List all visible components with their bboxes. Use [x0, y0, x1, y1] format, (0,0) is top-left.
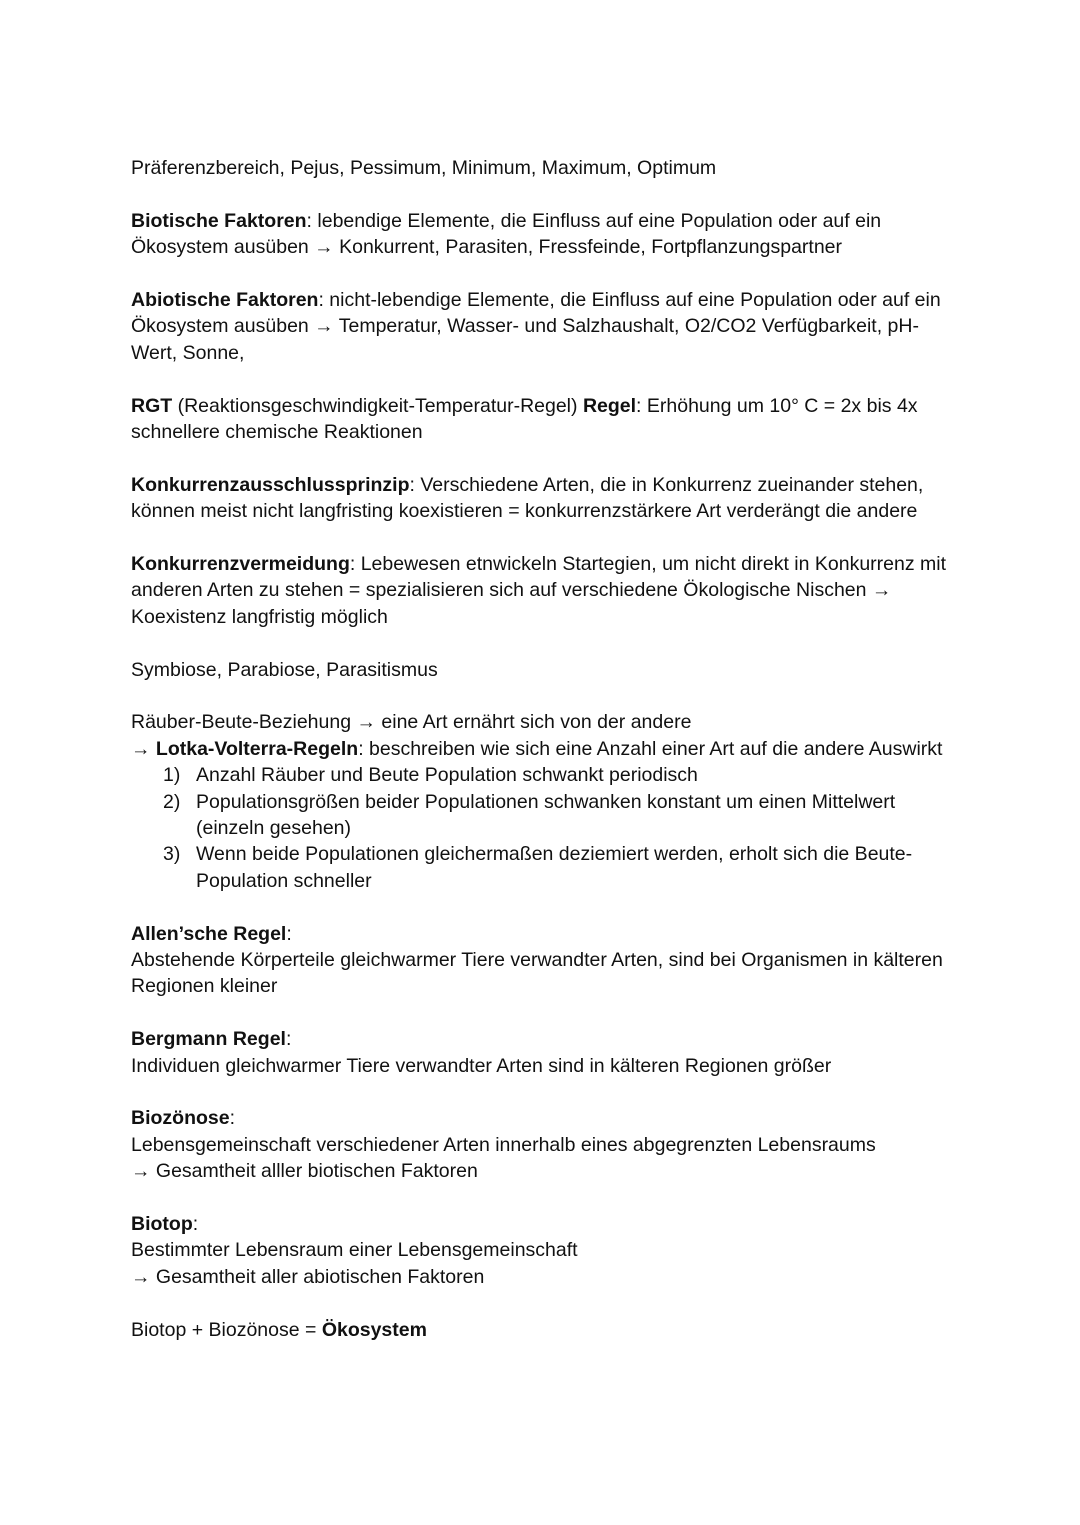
allen-rule-definition: Abstehende Körperteile gleichwarmer Tiere verwandter Arten, sind bei Organismen in kälteren Regionen kleiner [131, 949, 943, 998]
competitive-exclusion-definition: Verschiedene Arten, die in Konkurrenz zueinander stehen, können meist nicht langfristing koexistieren = konkurrenzstärkere Art verderängt die andere [131, 473, 924, 523]
abiotic-factors-definition: nicht-lebendige Elemente, die Einfluss auf eine Population oder auf ein Ökosystem ausüben → Temperatur, Wasser- und Salzhaushalt, O2/CO2 Verfügbarkeit, pH-Wert, Sonne, [131, 289, 941, 364]
biotope-term: Biotop [131, 1213, 193, 1236]
biotic-factors-term: Biotische Faktoren [131, 209, 307, 232]
rgt-term: RGT [131, 394, 173, 417]
allen-rule-section: Allen’sche Regel: Abstehende Körperteile gleichwarmer Tiere verwandter Arten, sind bei Organismen in kälteren Regionen kleiner [131, 921, 951, 1000]
predator-prey-section [131, 709, 951, 894]
rgt-rule-definition: Erhöhung um 10° C = 2x bis 4x schnellere chemische Reaktionen [131, 394, 918, 444]
abiotic-factors-paragraph: Abiotische Faktoren: nicht-lebendige Elemente, die Einfluss auf eine Population oder auf ein Ökosystem ausüben → Temperatur, Wasser- und Salzhaushalt, O2/CO2 Verfügbarkeit, pH-Wert, Sonne, [131, 289, 941, 364]
list-item: 1) Anzahl Räuber und Beute Population schwankt periodisch [163, 764, 698, 787]
competition-avoidance-term: Konkurrenzvermeidung [131, 553, 350, 576]
biotope-note: → Gesamtheit aller abiotischen Faktoren [131, 1265, 485, 1288]
biocoenosis-term: Biozönose [131, 1107, 230, 1130]
ecosystem-term: Ökosystem [321, 1318, 427, 1341]
competitive-exclusion-paragraph: Konkurrenzausschlussprinzip: Verschiedene Arten, die in Konkurrenz zueinander stehen, können meist nicht langfristing koexistieren = konkurrenzstärkere Art verderängt die andere [131, 473, 924, 523]
document-page [131, 155, 951, 1343]
bergmann-rule-definition: Individuen gleichwarmer Tiere verwandter Arten sind in kälteren Regionen größer [131, 1054, 832, 1077]
biotic-factors-paragraph: Biotische Faktoren: lebendige Elemente, die Einfluss auf eine Population oder auf ein Ökosystem ausüben → Konkurrent, Parasiten, Fressfeinde, Fortpflanzungspartner [131, 209, 882, 259]
competition-avoidance-definition: Lebewesen etnwickeln Startegien, um nicht direkt in Konkurrenz mit anderen Arten zu stehen = spezialisieren sich auf verschiedene Ökologische Nischen → Koexistenz langfristig möglich [131, 553, 947, 628]
list-item: 2) Populationsgrößen beider Populationen schwanken konstant um einen Mittelwert (einzeln gesehen) [163, 790, 896, 840]
bergmann-rule-term: Bergmann Regel [131, 1028, 286, 1051]
abiotic-factors-term: Abiotische Faktoren [131, 289, 319, 311]
biotic-factors-definition: lebendige Elemente, die Einfluss auf eine Population oder auf ein Ökosystem ausüben → Konkurrent, Parasiten, Fressfeinde, Fortpflanzungspartner [131, 209, 882, 259]
relations-line: Symbiose, Parabiose, Parasitismus [131, 658, 438, 681]
lotka-volterra-term: Lotka-Volterra-Regeln [155, 737, 359, 760]
predator-prey-line: Räuber-Beute-Beziehung → eine Art ernährt sich von der andere [131, 711, 692, 734]
allen-rule-term: Allen’sche Regel [131, 922, 287, 945]
competition-avoidance-paragraph: Konkurrenzvermeidung: Lebewesen etnwickeln Startegien, um nicht direkt in Konkurrenz mit anderen Arten zu stehen = spezialisieren sich auf verschiedene Ökologische Nischen → Koexistenz langfristig möglich [131, 553, 947, 628]
biotope-definition: Bestimmter Lebensraum einer Lebensgemeinschaft [131, 1239, 578, 1262]
bergmann-rule-section: Bergmann Regel: Individuen gleichwarmer Tiere verwandter Arten sind in kälteren Regionen größer [131, 1026, 951, 1079]
biocoenosis-section: Biozönose: Lebensgemeinschaft verschiedener Arten innerhalb eines abgegrenzten Lebensraums → Gesamtheit alller biotischen Faktoren [131, 1105, 951, 1184]
lotka-volterra-rules-list [131, 762, 951, 894]
rgt-rule-paragraph: RGT (Reaktionsgeschwindigkeit-Temperatur-Regel) Regel: Erhöhung um 10° C = 2x bis 4x schnellere chemische Reaktionen [131, 394, 918, 444]
biocoenosis-note: → Gesamtheit alller biotischen Faktoren [131, 1160, 478, 1183]
list-item: 3) Wenn beide Populationen gleichermaßen deziemiert werden, erholt sich die Beute-Population schneller [163, 843, 913, 892]
biocoenosis-definition: Lebensgemeinschaft verschiedener Arten innerhalb eines abgegrenzten Lebensraums [131, 1133, 876, 1156]
intro-line: Präferenzbereich, Pejus, Pessimum, Minimum, Maximum, Optimum [131, 157, 717, 179]
competitive-exclusion-term: Konkurrenzausschlussprinzip [131, 473, 410, 496]
lotka-volterra-definition: beschreiben wie sich eine Anzahl einer Art auf die andere Auswirkt [363, 737, 943, 760]
lotka-volterra-line: → Lotka-Volterra-Regeln: beschreiben wie sich eine Anzahl einer Art auf die andere Auswirkt [131, 737, 943, 760]
biotope-section: Biotop: Bestimmter Lebensraum einer Lebensgemeinschaft → Gesamtheit aller abiotischen Faktoren [131, 1211, 951, 1290]
ecosystem-equation: Biotop + Biozönose = Ökosystem [131, 1318, 427, 1341]
rgt-rule-term: Regel [582, 394, 637, 417]
